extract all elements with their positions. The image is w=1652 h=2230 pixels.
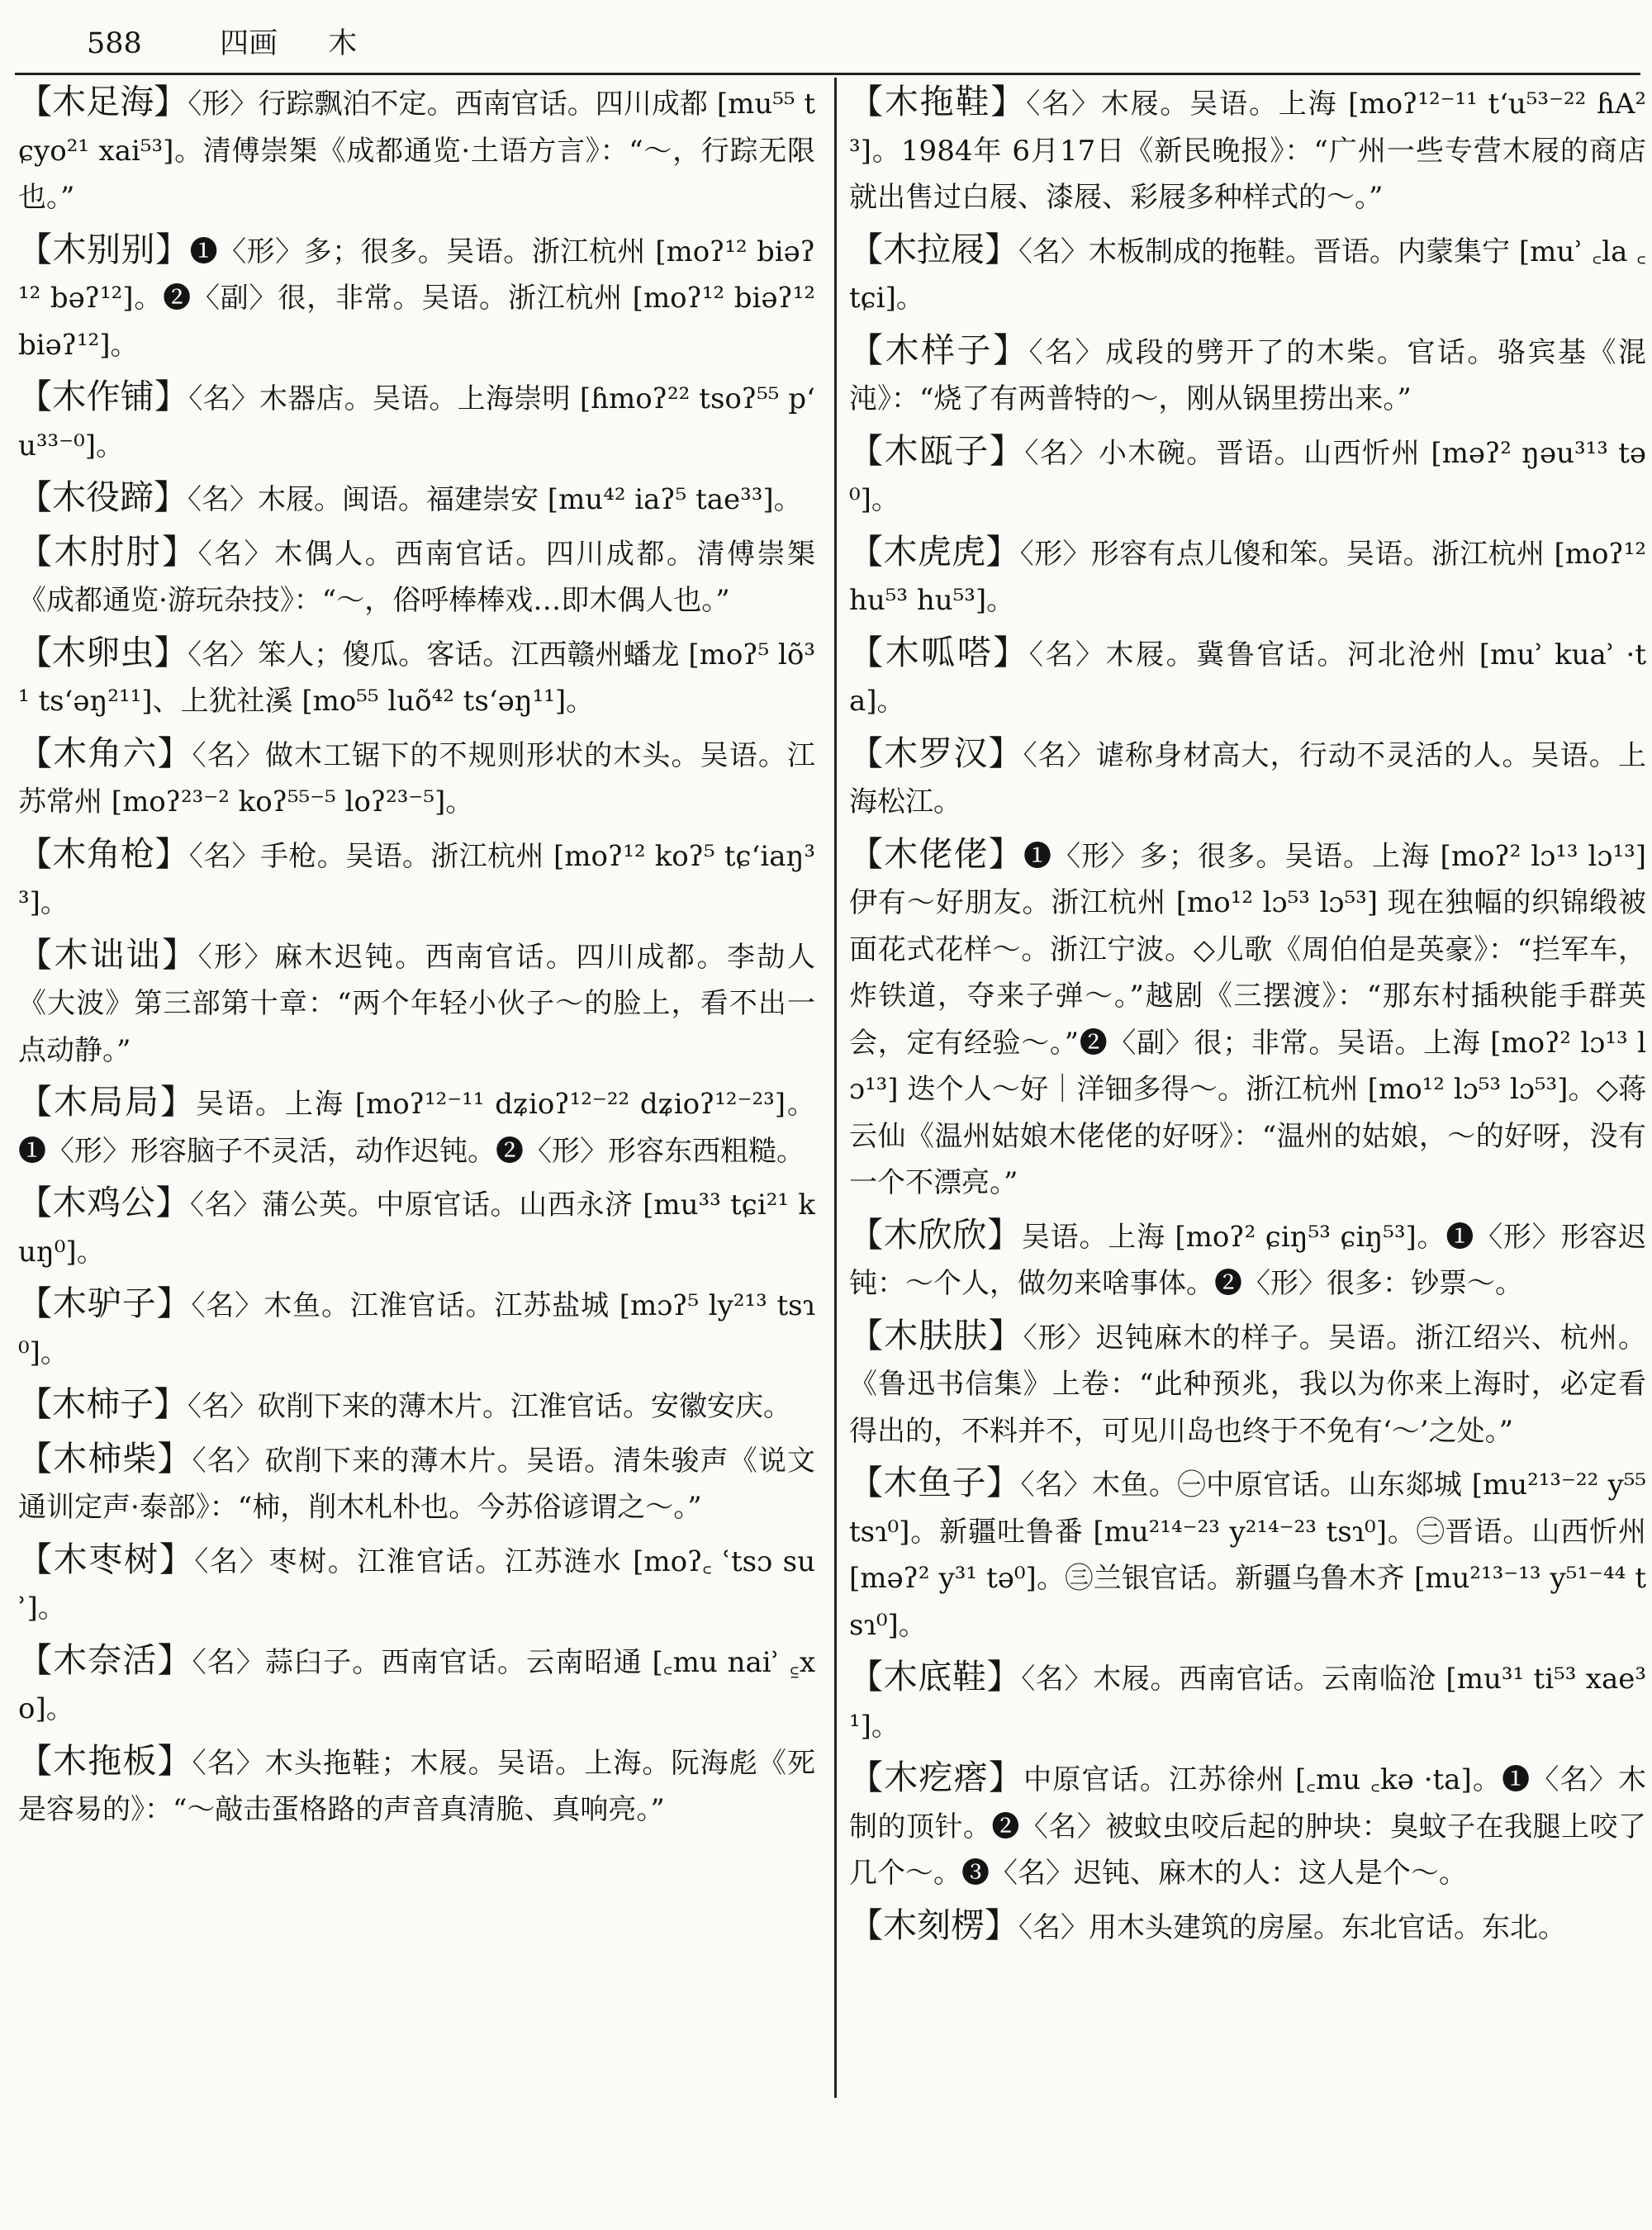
dictionary-entry: [849, 1654, 1646, 1749]
dictionary-entry: [18, 78, 815, 221]
entry-headword: 【木局局】: [18, 1082, 196, 1122]
entry-headword: 【木样子】: [849, 330, 1029, 370]
dictionary-entry: [849, 226, 1646, 322]
dictionary-entry: [849, 428, 1646, 524]
left-column: [18, 78, 815, 2213]
dictionary-entry: [849, 629, 1646, 725]
entry-headword: 【木欣欣】: [849, 1214, 1022, 1255]
dictionary-entry: [18, 932, 815, 1075]
radical-label: 木: [328, 27, 358, 60]
dictionary-entry: [18, 629, 815, 725]
entry-headword: 【木瓯子】: [849, 430, 1025, 471]
entry-body: 〈名〉小木碗。晋语。山西忻州 [məʔ² ŋəu³¹³ tə⁰]。: [849, 436, 1646, 516]
dictionary-entry: [849, 327, 1646, 423]
entry-body: 〈名〉木屐。吴语。上海 [moʔ¹²⁻¹¹ tʻu⁵³⁻²² ɦA²³]。1984年 6月17日《新民晚报》：“广州一些专营木屐的商店就出售过白屐、漆屐、彩屐多种样式的～。”: [849, 88, 1646, 214]
entry-body: 〈名〉做木工锯下的不规则形状的木头。吴语。江苏常州 [moʔ²³⁻² koʔ⁵⁵⁻⁵ loʔ²³⁻⁵]。: [18, 738, 815, 818]
entry-headword: 【木罗汉】: [849, 733, 1023, 773]
dictionary-entry: [849, 1459, 1646, 1649]
dictionary-entry: [849, 730, 1646, 826]
entry-body: 〈名〉砍削下来的薄木片。吴语。清朱骏声《说文通训定声·泰部》：“柿，削木札朴也。今苏俗谚谓之～。”: [18, 1444, 815, 1524]
entry-headword: 【木柿柴】: [18, 1438, 192, 1478]
entry-body: 〈名〉木鱼。江淮官话。江苏盐城 [mɔʔ⁵ ly²¹³ tsɿ⁰]。: [18, 1289, 815, 1369]
entry-body: 〈名〉木屐。冀鲁官话。河北沧州 [muʾ kuaʾ ·ta]。: [849, 638, 1646, 718]
entry-headword: 【木拉屐】: [849, 229, 1019, 269]
entry-body: 〈名〉木鱼。㊀中原官话。山东郯城 [mu²¹³⁻²² y⁵⁵ tsɿ⁰]。新疆吐鲁番 [mu²¹⁴⁻²³ y²¹⁴⁻²³ tsɿ⁰]。㊁晋语。山西忻州 [məʔ² y³¹ tə⁰]。㊂兰银官话。新疆乌鲁木齐 [mu²¹³⁻¹³ y⁵¹⁻⁴⁴ tsɿ⁰]。: [849, 1468, 1646, 1642]
right-column: [849, 78, 1646, 2213]
entry-headword: 【木刻楞】: [849, 1905, 1018, 1945]
dictionary-entry: [18, 1179, 815, 1275]
entry-body: 〈名〉成段的劈开了的木柴。官话。骆宾基《混沌》：“烧了有两普特的～，刚从锅里捞出来。”: [849, 335, 1646, 415]
entry-body: 〈形〉形容有点儿傻和笨。吴语。浙江杭州 [moʔ¹² hu⁵³ hu⁵³]。: [849, 537, 1646, 617]
entry-headword: 【木作铺】: [18, 377, 189, 416]
entry-body: 〈名〉木板制成的拖鞋。晋语。内蒙集宁 [muʾ ꜀la ꜀tɕi]。: [849, 235, 1646, 315]
dictionary-entry: [849, 1902, 1646, 1952]
dictionary-entry: [849, 831, 1646, 1207]
dictionary-entry: [849, 78, 1646, 221]
entry-headword: 【木佬佬】: [849, 833, 1023, 874]
entry-headword: 【木奈活】: [18, 1639, 192, 1680]
dictionary-entry: [849, 529, 1646, 624]
entry-body: 〈形〉麻木迟钝。西南官话。四川成都。李劼人《大波》第三部第十章：“两个年轻小伙子～的脸上，看不出一点动静。”: [18, 940, 815, 1067]
entry-body: 〈名〉木屐。闽语。福建崇安 [mu⁴² iaʔ⁵ tae³³]。: [188, 483, 802, 516]
dictionary-entry: [18, 1637, 815, 1733]
entry-headword: 【木驴子】: [18, 1283, 192, 1323]
entry-body: 吴语。上海 [moʔ¹²⁻¹¹ dʑioʔ¹²⁻²² dʑioʔ¹²⁻²³]。❶〈形〉形容脑子不灵活，动作迟钝。❷〈形〉形容东西粗糙。: [18, 1088, 815, 1168]
dictionary-entry: [18, 373, 815, 469]
entry-body: ❶〈形〉多；很多。吴语。上海 [moʔ² lɔ¹³ lɔ¹³] 伊有～好朋友。浙江杭州 [mo¹² lɔ⁵³ lɔ⁵³] 现在独幅的织锦缎被面花式花样～。浙江宁波。◇儿歌《周伯伯是英豪》：“拦军车，炸铁道，夺来子弹～。”越剧《三摆渡》：“那东村插秧能手群英会，定有经验～。”❷〈副〉很；非常。吴语。上海 [moʔ² lɔ¹³ lɔ¹³] 迭个人～好｜洋钿多得～。浙江杭州 [mo¹² lɔ⁵³ lɔ⁵³]。◇蒋云仙《温州姑娘木佬佬的好呀》：“温州的姑娘，～的好呀，没有一个不漂亮。”: [849, 839, 1646, 1199]
entry-headword: 【木足海】: [18, 82, 188, 121]
entry-body: 〈形〉迟钝麻木的样子。吴语。浙江绍兴、杭州。《鲁迅书信集》上卷：“此种预兆，我以为你来上海时，必定看得出的，不料并不，可见川岛也终于不免有‘～’之处。”: [849, 1321, 1646, 1448]
entry-body: 〈名〉蒜臼子。西南官话。云南昭通 [꜀mu naiʾ ꜁xo]。: [18, 1645, 815, 1725]
entry-headword: 【木诎诎】: [18, 934, 198, 975]
entry-headword: 【木别别】: [18, 229, 190, 269]
header-rule: [15, 73, 1640, 75]
entry-headword: 【木底鞋】: [849, 1657, 1022, 1696]
entry-headword: 【木肤肤】: [849, 1315, 1023, 1355]
entry-body: 〈名〉木屐。西南官话。云南临沧 [mu³¹ ti⁵³ xae³¹]。: [849, 1663, 1646, 1743]
entry-headword: 【木柿子】: [18, 1384, 188, 1424]
entry-headword: 【木角枪】: [18, 833, 189, 874]
dictionary-entry: [18, 831, 815, 927]
entry-body: 〈形〉行踪飘泊不定。西南官话。四川成都 [mu⁵⁵ tɕyo²¹ xai⁵³]。清傅崇榘《成都通览·土语方言》：“～，行踪无限也。”: [18, 88, 815, 214]
entry-headword: 【木呱嗒】: [849, 632, 1029, 672]
column-divider: [834, 78, 837, 2098]
entry-headword: 【木虎虎】: [849, 531, 1020, 572]
dictionary-entry: [18, 1381, 815, 1431]
dictionary-entry: [18, 1536, 815, 1632]
entry-body: 〈名〉手枪。吴语。浙江杭州 [moʔ¹² koʔ⁵ tɕʻiaŋ³³]。: [18, 839, 815, 919]
entry-headword: 【木卵虫】: [18, 632, 188, 672]
dictionary-entry: [18, 226, 815, 369]
page-header: [87, 18, 1640, 69]
page-number: 588: [87, 27, 142, 60]
entry-body: 〈名〉用木头建筑的房屋。东北官话。东北。: [1018, 1910, 1566, 1944]
entry-headword: 【木役蹄】: [18, 477, 188, 517]
entry-headword: 【木疙瘩】: [849, 1758, 1024, 1797]
entry-headword: 【木鸡公】: [18, 1183, 191, 1222]
entry-body: 中原官话。江苏徐州 [꜀mu ꜀kə ·ta]。❶〈名〉木制的顶针。❷〈名〉被蚊虫咬后起的肿块：臭蚊子在我腿上咬了几个～。❸〈名〉迟钝、麻木的人：这人是个～。: [849, 1763, 1646, 1890]
section-label: 四画: [220, 27, 278, 60]
entry-body: ❶〈形〉多；很多。吴语。浙江杭州 [moʔ¹² biəʔ¹² bəʔ¹²]。❷〈副〉很，非常。吴语。浙江杭州 [moʔ¹² biəʔ¹² biəʔ¹²]。: [18, 235, 815, 362]
dictionary-entry: [18, 1738, 815, 1834]
entry-headword: 【木枣树】: [18, 1539, 195, 1579]
entry-headword: 【木鱼子】: [849, 1463, 1021, 1502]
dictionary-entry: [18, 1435, 815, 1531]
entry-headword: 【木角六】: [18, 733, 192, 773]
dictionary-entry: [849, 1312, 1646, 1455]
dictionary-entry: [18, 474, 815, 524]
entry-body: 〈名〉木偶人。西南官话。四川成都。清傅崇榘《成都通览·游玩杂技》：“～，俗呼棒棒戏…即木偶人也。”: [18, 537, 815, 617]
entry-body: 〈名〉蒲公英。中原官话。山西永济 [mu³³ tɕi²¹ kuŋ⁰]。: [18, 1189, 815, 1269]
entry-body: 〈名〉木头拖鞋；木屐。吴语。上海。阮海彪《死是容易的》：“～敲击蛋格路的声音真清脆、真响亮。”: [18, 1746, 815, 1826]
entry-body: 〈名〉笨人；傻瓜。客话。江西赣州蟠龙 [moʔ⁵ lõ³¹ tsʻəŋ²¹¹]、上犹社溪 [mo⁵⁵ luõ⁴² tsʻəŋ¹¹]。: [18, 638, 815, 718]
dictionary-entry: [18, 529, 815, 624]
entry-body: 〈名〉枣树。江淮官话。江苏涟水 [moʔ꜀ ʿtsɔ suʾ]。: [18, 1544, 815, 1625]
entry-headword: 【木拖鞋】: [849, 82, 1027, 121]
entry-body: 〈名〉砍削下来的薄木片。江淮官话。安徽安庆。: [188, 1390, 791, 1423]
dictionary-entry: [18, 1280, 815, 1376]
dictionary-entry: [849, 1754, 1646, 1897]
dictionary-entry: [18, 1079, 815, 1174]
dictionary-entry: [18, 730, 815, 826]
entry-body: 〈名〉谑称身材高大，行动不灵活的人。吴语。上海松江。: [849, 738, 1646, 818]
entry-headword: 【木肘肘】: [18, 531, 198, 572]
entry-body: 吴语。上海 [moʔ² ɕiŋ⁵³ ɕiŋ⁵³]。❶〈形〉形容迟钝：～个人，做勿来啥事体。❷〈形〉很多：钞票～。: [849, 1220, 1646, 1300]
entry-headword: 【木拖板】: [18, 1740, 192, 1781]
dictionary-entry: [849, 1212, 1646, 1307]
entry-body: 〈名〉木器店。吴语。上海崇明 [ɦmoʔ²² tsoʔ⁵⁵ pʻu³³⁻⁰]。: [18, 382, 815, 463]
